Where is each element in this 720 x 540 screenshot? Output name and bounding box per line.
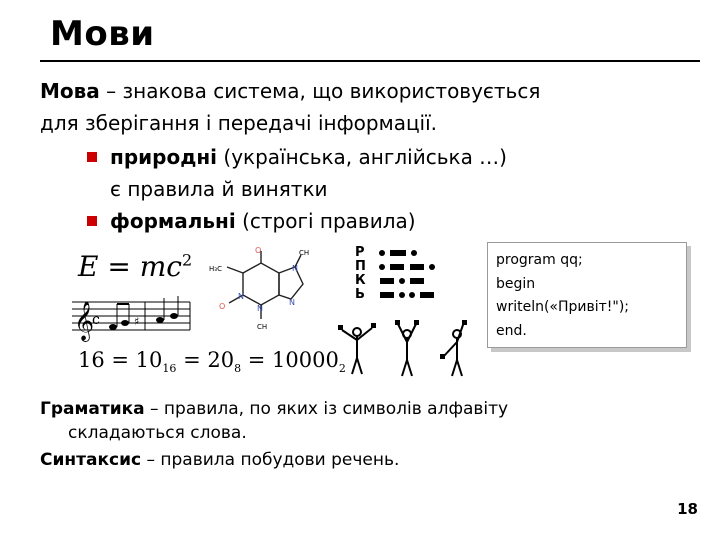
syntax-text: – правила побудови речень.: [141, 450, 400, 470]
molecule-ch3-c: H₃C: [209, 265, 222, 273]
molecule-atom-n3: N: [292, 264, 298, 273]
molecule-atom-n2: N: [257, 304, 263, 313]
morse-code-image: [378, 248, 448, 306]
code-line: end.: [496, 322, 527, 339]
definition-line-1: [40, 75, 540, 107]
title-underline: [40, 60, 700, 62]
grammar-line-1: [40, 396, 508, 422]
bullet-formal: [110, 205, 416, 237]
bullet-natural: [110, 141, 507, 173]
grammar-term: Граматика: [40, 399, 145, 419]
formula-emc2: $E = mc^2$: [78, 250, 193, 283]
bullet-natural-sub: є правила й винятки: [110, 177, 328, 201]
molecule-atom-n4: N: [289, 298, 295, 307]
molecule-image: [205, 245, 325, 340]
formula-number-systems: $16 = 10_{16} = 20_8 = 10000_2$: [78, 348, 346, 376]
svg-text:𝄞: 𝄞: [74, 301, 95, 341]
syntax-term: Синтаксис: [40, 450, 142, 470]
molecule-atom-n1: N: [238, 292, 244, 301]
definition-text: – знакова система, що використовується: [99, 79, 541, 103]
bullet-natural-term: природні: [110, 145, 218, 169]
page-number: 18: [677, 500, 698, 518]
svg-text:c: c: [92, 312, 100, 328]
morse-letters: Р П К Ь: [355, 245, 366, 302]
svg-text:♯: ♯: [134, 315, 140, 328]
molecule-atom-o1: O: [255, 246, 262, 255]
grammar-line-2: складаються слова.: [68, 423, 247, 443]
code-line: program qq;: [496, 252, 583, 268]
definition-line-2: для зберігання і передачі інформації.: [40, 111, 438, 135]
definition-term: Мова: [40, 79, 100, 103]
code-example-box: [487, 242, 687, 348]
semaphore-figures-image: [332, 320, 482, 380]
syntax-line: [40, 447, 399, 473]
molecule-ch3-a: CH: [299, 249, 310, 257]
molecule-ch3-b: CH: [257, 323, 268, 331]
molecule-atom-o2: O: [219, 302, 226, 311]
bullet-natural-text: (українська, англійська …): [217, 145, 507, 169]
code-line: begin: [496, 275, 536, 292]
slide-title: Мови: [50, 14, 155, 54]
grammar-text: – правила, по яких із символів алфавіту: [144, 399, 509, 419]
bullet-formal-text: (строгі правила): [235, 209, 416, 233]
code-line: writeln(«Привіт!");: [496, 299, 630, 315]
bullet-square-icon: [87, 216, 97, 226]
music-staff-image: [70, 292, 195, 342]
bullet-formal-term: формальні: [110, 209, 236, 233]
bullet-square-icon: [87, 152, 97, 162]
